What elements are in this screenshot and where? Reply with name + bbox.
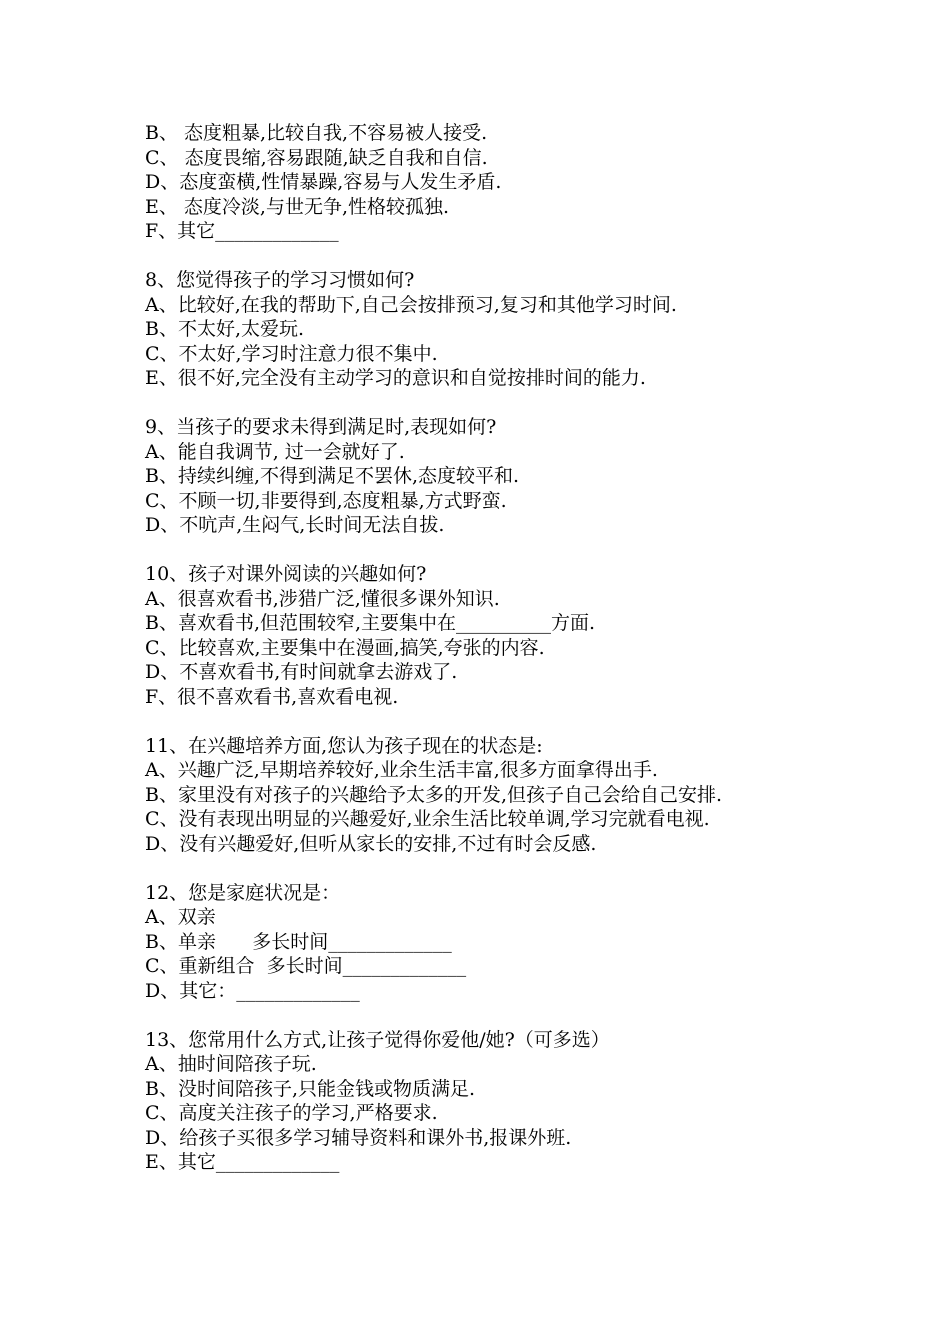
option-line: B、家里没有对孩子的兴趣给予太多的开发,但孩子自己会给自己安排.: [145, 783, 723, 806]
option-line: C、比较喜欢,主要集中在漫画,搞笑,夸张的内容.: [145, 636, 545, 659]
option-line: B、没时间陪孩子,只能金钱或物质满足.: [145, 1077, 476, 1100]
question-block-7-continued: [145, 121, 865, 244]
option-line: A、双亲: [145, 906, 216, 928]
option-line: C、不顾一切,非要得到,态度粗暴,方式野蛮.: [145, 489, 507, 512]
option-line: D、给孩子买很多学习辅导资料和课外书,报课外班.: [145, 1126, 572, 1149]
option-line: E、 态度冷淡,与世无争,性格较孤独.: [145, 195, 450, 218]
option-line: A、比较好,在我的帮助下,自己会按排预习,复习和其他学习时间.: [145, 293, 677, 316]
option-line: C、不太好,学习时注意力很不集中.: [145, 342, 438, 365]
option-line: D、不喜欢看书,有时间就拿去游戏了.: [145, 661, 458, 683]
spacer: [145, 244, 865, 269]
option-line: E、其它_____________: [145, 1151, 340, 1173]
option-line: F、很不喜欢看书,喜欢看电视.: [145, 685, 399, 708]
question-title: 8、您觉得孩子的学习习惯如何?: [145, 269, 415, 291]
spacer: [145, 856, 865, 881]
questionnaire-page: [145, 121, 865, 1175]
option-line: D、没有兴趣爱好,但听从家长的安排,不过有时会反感.: [145, 832, 597, 855]
option-line: D、不吭声,生闷气,长时间无法自拔.: [145, 514, 445, 536]
spacer: [145, 1003, 865, 1028]
option-line: C、 态度畏缩,容易跟随,缺乏自我和自信.: [145, 146, 488, 169]
option-line: C、高度关注孩子的学习,严格要求.: [145, 1102, 438, 1124]
question-block-11: [145, 734, 865, 857]
option-line: B、持续纠缠,不得到满足不罢休,态度较平和.: [145, 465, 520, 487]
option-line: C、重新组合 多长时间_____________: [145, 955, 467, 977]
option-line: A、很喜欢看书,涉猎广泛,懂很多课外知识.: [145, 587, 500, 610]
question-title: 10、孩子对课外阅读的兴趣如何?: [145, 563, 427, 585]
question-title: 12、您是家庭状况是：: [145, 881, 341, 904]
option-line: B、喜欢看书,但范围较窄,主要集中在__________方面.: [145, 612, 596, 634]
option-line: B、单亲 多长时间_____________: [145, 930, 452, 953]
question-title: 9、当孩子的要求未得到满足时,表现如何?: [145, 416, 497, 438]
option-line: E、很不好,完全没有主动学习的意识和自觉按排时间的能力.: [145, 367, 646, 389]
question-block-9: [145, 415, 865, 538]
question-block-12: [145, 881, 865, 1004]
spacer: [145, 538, 865, 563]
spacer: [145, 391, 865, 416]
question-title: 11、在兴趣培养方面,您认为孩子现在的状态是:: [145, 734, 543, 757]
option-line: F、其它_____________: [145, 220, 339, 242]
option-line: C、没有表现出明显的兴趣爱好,业余生活比较单调,学习完就看电视.: [145, 808, 710, 830]
option-line: D、其它：_____________: [145, 979, 360, 1002]
option-line: A、兴趣广泛,早期培养较好,业余生活丰富,很多方面拿得出手.: [145, 759, 658, 781]
question-title: 13、您常用什么方式,让孩子觉得你爱他/她?（可多选）: [145, 1028, 610, 1051]
question-block-8: [145, 268, 865, 391]
question-block-13: [145, 1028, 865, 1175]
option-line: D、态度蛮横,性情暴躁,容易与人发生矛盾.: [145, 171, 502, 193]
option-line: B、不太好,太爱玩.: [145, 318, 305, 340]
option-line: B、 态度粗暴,比较自我,不容易被人接受.: [145, 122, 488, 144]
option-line: A、抽时间陪孩子玩.: [145, 1053, 317, 1075]
spacer: [145, 709, 865, 734]
option-line: A、能自我调节, 过一会就好了.: [145, 440, 405, 463]
question-block-10: [145, 562, 865, 709]
